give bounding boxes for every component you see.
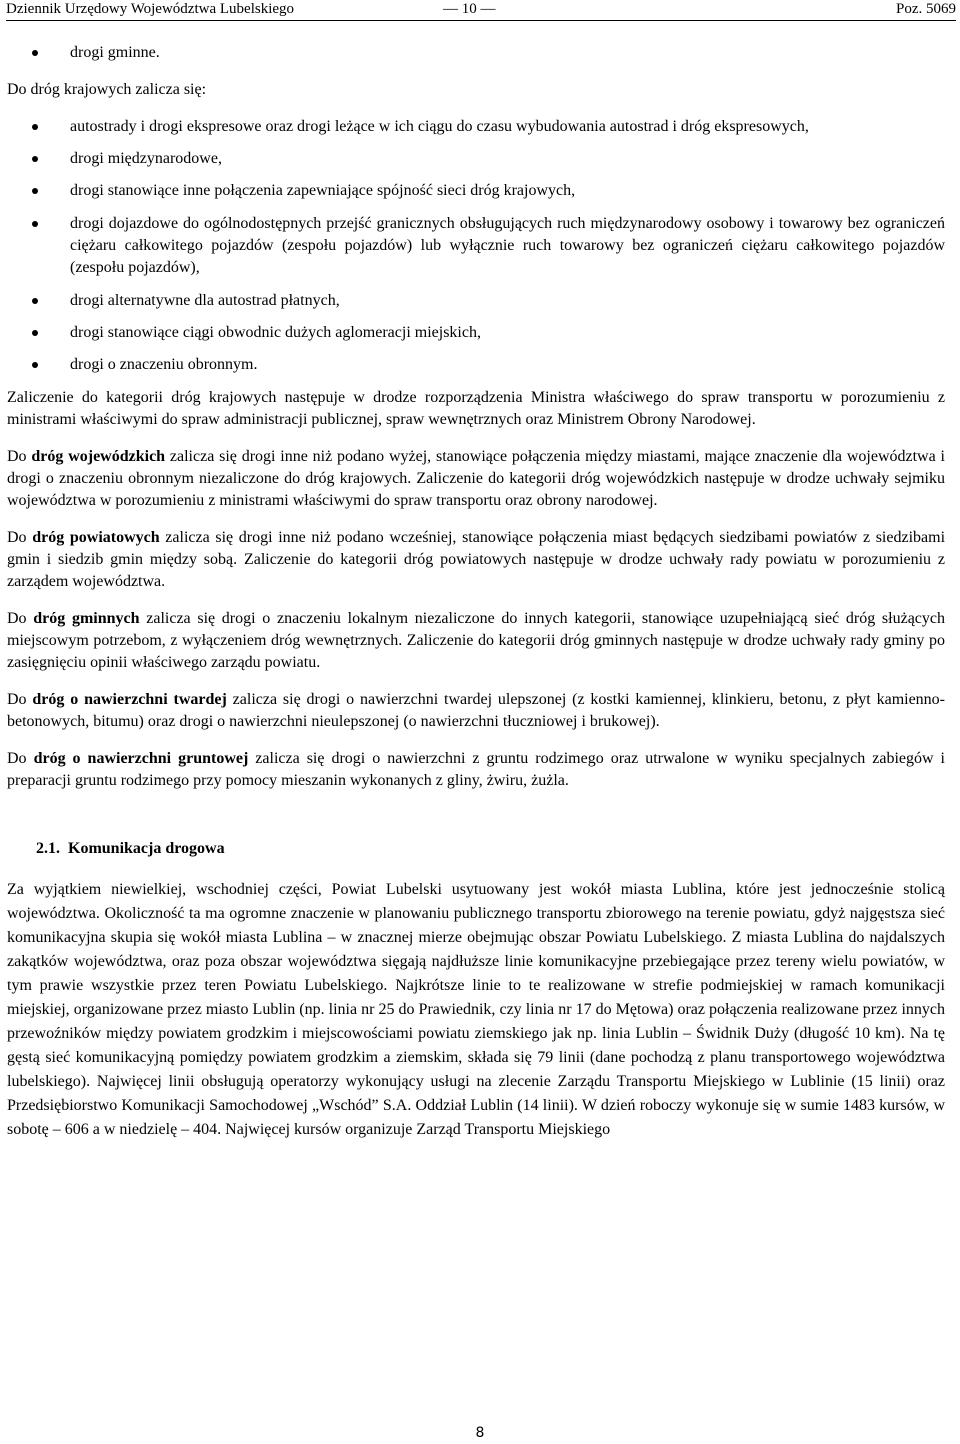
bullet-icon — [32, 50, 38, 56]
paragraph-nawierzchnia-twarda: Do dróg o nawierzchni twardej zalicza się drogi o nawierzchni twardej ulepszonej (z kostki kamiennej, klinkieru, betonu, z płyt kamienno-betonowych, bitumu) oraz drogi o nawierzchni nieulepszonej (o nawierzchni tłuczniowej i brukowej). — [7, 691, 946, 730]
bullet-icon — [32, 221, 38, 227]
paragraph-krajowe-classification: Zaliczenie do kategorii dróg krajowych następuje w drodze rozporządzenia Ministra właściwego do spraw transportu w porozumieniu z ministrami właściwymi do spraw administracji publicznej, spraw wewnętrznych oraz Ministrem Obrony Narodowej. — [7, 389, 945, 428]
section-heading — [7, 838, 945, 860]
paragraph-gminne: Do dróg gminnych zalicza się drogi o znaczeniu lokalnym niezaliczone do innych kategorii, stanowiące uzupełniającą sieć dróg służących miejscowym potrzebom, z wyłączeniem dróg wewnętrznych. Zaliczenie do kategorii dróg gminnych następuje w drodze uchwały rady gminy po zasięgnięciu opinii właściwego zarządu powiatu. — [7, 610, 946, 671]
list-item: drogi gminne. — [7, 42, 945, 64]
page-marker: — 10 — — [443, 1, 496, 17]
list-item: drogi dojazdowe do ogólnodostępnych przejść granicznych obsługujących ruch międzynarodowy osobowy i towarowy bez ograniczeń ciężaru całkowitego pojazdów (zespołu pojazdów) lub wyłącznie ruch towarowy bez ograniczeń ciężaru całkowitego pojazdów (zespołu pojazdów), — [7, 213, 945, 279]
intro-krajowe: Do dróg krajowych zalicza się: — [7, 81, 207, 98]
list-item: drogi stanowiące inne połączenia zapewniające spójność sieci dróg krajowych, — [7, 180, 945, 202]
section-number: 2.1. — [36, 840, 60, 857]
term-powiatowe: dróg powiatowych — [32, 529, 160, 546]
document-body — [7, 42, 945, 1142]
page-header — [6, 0, 956, 18]
list-item: autostrady i drogi ekspresowe oraz drogi leżące w ich ciągu do czasu wybudowania autostrad i dróg ekspresowych, — [7, 116, 945, 138]
bullet-icon — [32, 188, 38, 194]
term-wojewodzkie: dróg wojewódzkich — [31, 448, 166, 465]
paragraph-wojewodzkie: Do dróg wojewódzkich zalicza się drogi inne niż podano wyżej, stanowiące połączenia między miastami, mające znaczenie dla województwa i drogi o znaczeniu obronnym niezaliczone do dróg krajowych. Zaliczenie do kategorii dróg wojewódzkich następuje w drodze uchwały sejmiku województwa w porozumieniu z ministrami właściwymi do spraw transportu oraz obrony narodowej. — [7, 448, 945, 509]
bullet-icon — [32, 156, 38, 162]
krajowe-list — [7, 116, 945, 376]
bullet-icon — [32, 298, 38, 304]
bullet-icon — [32, 124, 38, 130]
gminne-list — [7, 42, 945, 64]
paragraph-nawierzchnia-gruntowa: Do dróg o nawierzchni gruntowej zalicza się drogi o nawierzchni z gruntu rodzimego oraz utrwalone w wyniku specjalnych zabiegów i preparacji gruntu rodzimego przy pomocy mieszanin wykonanych z gliny, żwiru, żużla. — [7, 750, 945, 789]
bullet-icon — [32, 330, 38, 336]
list-item: drogi o znaczeniu obronnym. — [7, 354, 945, 376]
bullet-icon — [32, 362, 38, 368]
paragraph-powiatowe: Do dróg powiatowych zalicza się drogi inne niż podano wcześniej, stanowiące połączenia miast będących siedzibami powiatów z siedzibami gmin i siedzib gmin między sobą. Zaliczenie do kategorii dróg powiatowych następuje w drodze uchwały rady powiatu w porozumieniu z zarządem województwa. — [7, 529, 946, 590]
position-number: Poz. 5069 — [896, 1, 956, 17]
section-title: Komunikacja drogowa — [68, 840, 225, 857]
journal-title: Dziennik Urzędowy Województwa Lubelskiego — [6, 1, 295, 17]
term-nawierzchnia-gruntowa: dróg o nawierzchni gruntowej — [33, 750, 249, 767]
list-item: drogi międzynarodowe, — [7, 148, 945, 170]
list-item: drogi stanowiące ciągi obwodnic dużych aglomeracji miejskich, — [7, 322, 945, 344]
section-body: Za wyjątkiem niewielkiej, wschodniej części, Powiat Lubelski usytuowany jest wokół miasta Lublina, które jest jednocześnie stolicą województwa. Okoliczność ta ma ogromne znaczenie w planowaniu publicznego transportu zbiorowego na terenie powiatu, gdyż najgęstsza sieć komunikacyjna skupia się wokół miasta Lublina – w znacznej mierze obejmując obszar Powiatu Lubelskiego. Z miasta Lublina do najdalszych zakątków województwa, oraz poza obszar województwa sięgają najdłuższe linie komunikacyjne przebiegające przez tereny wielu powiatów, w tym prawie wszystkie przez teren Powiatu Lubelskiego. Najkrótsze linie to te realizowane w strefie podmiejskiej w ramach komunikacji miejskiej, organizowane przez miasto Lublin (np. linia nr 25 do Prawiednik, czy linia nr 17 do Mętowa) oraz połączenia realizowane przez innych przewoźników między powiatem grodzkim i miejscowościami powiatu ziemskiego jak np. linia Lublin – Świdnik Duży (długość 10 km). Na tę gęstą sieć komunikacyjną pomiędzy powiatem grodzkim a ziemskim, składa się 79 linii (dane pochodzą z planu transportowego województwa lubelskiego). Najwięcej linii obsługują operatorzy wykonujący usługi na zlecenie Zarządu Transportu Miejskiego w Lublinie (15 linii) oraz Przedsiębiorstwo Komunikacji Samochodowej „Wschód” S.A. Oddział Lublin (14 linii). W dzień roboczy wykonuje się w sumie 1483 kursów, w sobotę – 606 a w niedzielę – 404. Najwięcej kursów organizuje Zarząd Transportu Miejskiego — [7, 881, 945, 1138]
header-rule — [6, 20, 956, 21]
term-gminne: dróg gminnych — [33, 610, 140, 627]
term-nawierzchnia-twarda: dróg o nawierzchni twardej — [32, 691, 227, 708]
page-number: 8 — [475, 1425, 485, 1441]
list-item: drogi alternatywne dla autostrad płatnych, — [7, 290, 945, 312]
